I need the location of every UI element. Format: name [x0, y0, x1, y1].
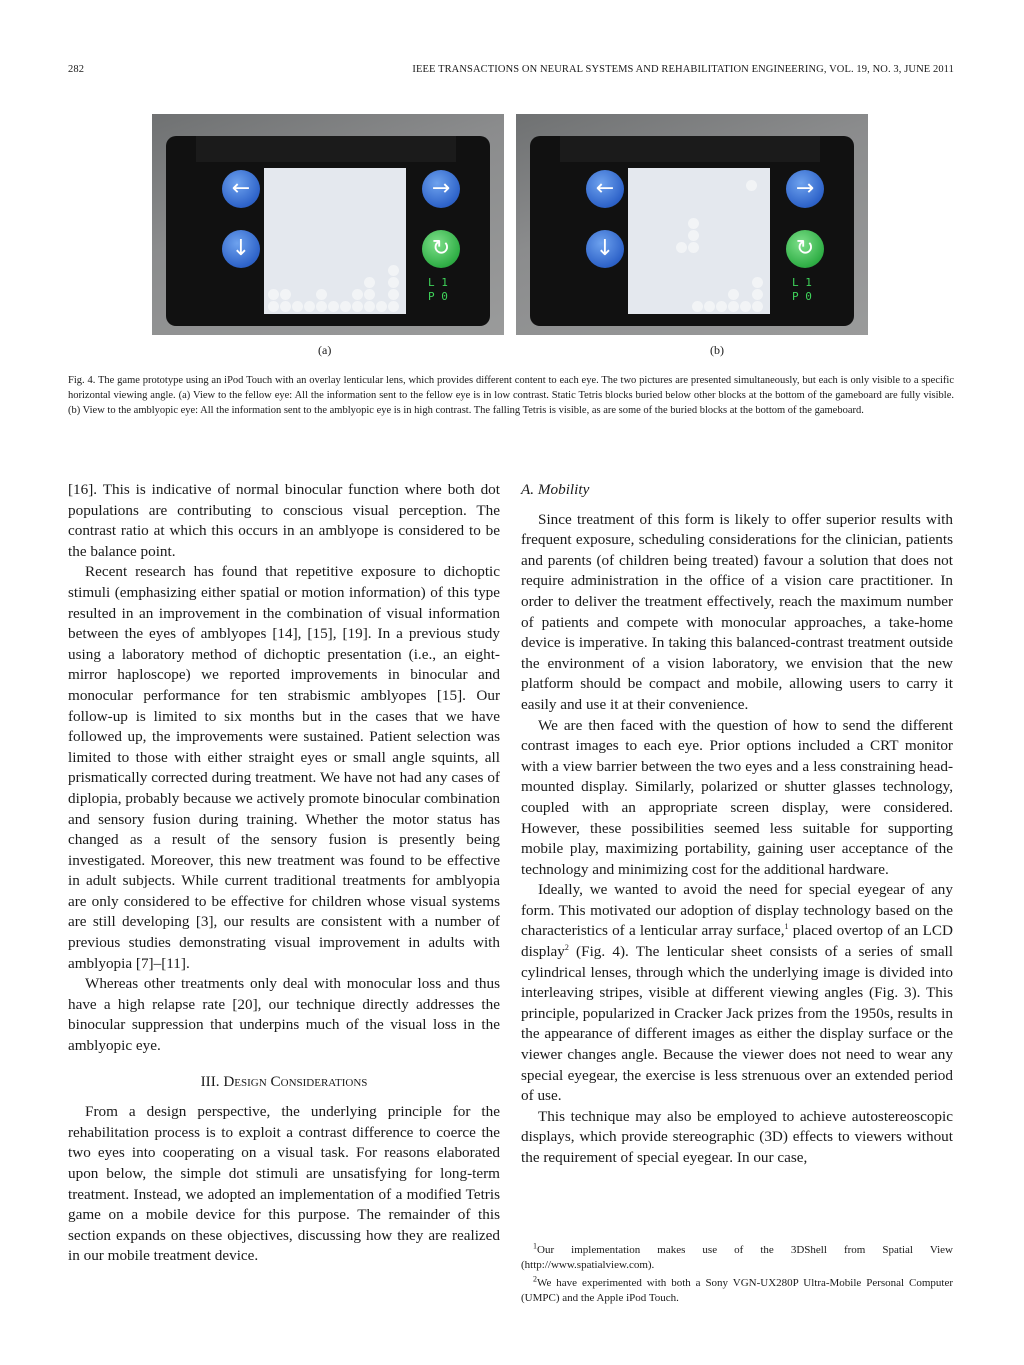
paragraph: [16]. This is indicative of normal binocular function where both dot populations are contributing to conscious visual perception. The contrast ratio at which this occurs in an amblyope is considered to be the balance point.: [68, 481, 500, 560]
figure-caption: Fig. 4. The game prototype using an iPod Touch with an overlay lenticular lens, which provides different content to each eye. The two pictures are presented simultaneously, but each is only visible to a specific horizontal viewing angle. (a) View to the fellow eye: All the information sent to the fellow eye is in low contrast. Static Tetris blocks buried below other blocks at the bottom of the gameboard are fully visible. (b) View to the amblyopic eye: All the information sent to the amblyopic eye is in high contrast. The falling Tetris is visible, as are some of the buried blocks at the bottom of the gameboard.: [68, 375, 954, 416]
arrow-down-icon: ↓: [586, 230, 624, 268]
paragraph: Recent research has found that repetitive exposure to dichoptic stimuli (emphasizing either spatial or motion information) of this type resulted in an improvement in the combination of visual information between the eyes of amblyopes [14], [15], [19]. In a previous study using a laboratory method of dichoptic presentation (i.e., an eight-mirror haploscope) we reported improvements in binocular and monocular performance for ten strabismic amblyopes [15]. Our follow-up is limited to six months but in the cases that we have followed up, the improvements were sustained. Patient selection was limited to those with either straight eyes or small angle squints, all prismatically corrected during treatment. We have not had any cases of diplopia, probably because we actively promote binocular combination and sensory fusion during training. Whether the motor status has changed as a result of the sensory fusion is presently being investigated. Moreover, this new treatment was found to be effective in adult subjects. While current traditional treatments for amblyopia are only considered to be effective for children whose visual systems are still developing [3], our results are consistent with a number of previous studies demonstrating visual improvement in adults with amblyopia [7]–[11].: [68, 563, 500, 972]
figure-photo-b: [516, 114, 868, 335]
arrow-down-icon: ↓: [222, 230, 260, 268]
game-screen: [264, 168, 406, 314]
subfigure-label-b: (b): [710, 343, 724, 357]
journal-title: IEEE TRANSACTIONS ON NEURAL SYSTEMS AND REHABILITATION ENGINEERING, VOL. 19, NO. 3, JUNE 2011: [412, 64, 954, 75]
paragraph: Ideally, we wanted to avoid the need for special eyegear of any form. This motivated our adoption of display technology based on the characteristics of a lenticular array surface,$^1$ placed overtop of an LCD display$^2$ (Fig. 4). The lenticular sheet consists of a series of small cylindrical lenses, through which the underlying image is divided into interleaving stripes, visible at different viewing angles (Fig. 3). This principle, popularized in Cracker Jack prizes from the 1950s, results in the appearance of different images as either the display surface or the viewer changes angle. Because the viewer does not need to wear any special eyegear, the exercise is less strenuous over an extended period of use.: [521, 881, 953, 1105]
tetris-blocks: [264, 268, 406, 314]
paragraph: This technique may also be employed to achieve autostereoscopic displays, which provide stereographic (3D) effects to viewers without the requirement of special eyegear. In our case,: [521, 1107, 953, 1166]
arrow-right-icon: →: [786, 170, 824, 208]
right-column: [521, 480, 953, 1169]
paragraph: Since treatment of this form is likely to offer superior results with frequent exposure, scheduling considerations for the clinician, patients and parents (of children being treated) favour a solution that does not require administration in the office of a vision care practitioner. In order to deliver the treatment effectively, reach the maximum number of patients and compete with monocular approaches, a take-home device is imperative. In taking this balanced-contrast treatment outside the environment of a vision laboratory, we envision that the new platform should be compact and mobile, allowing users to carry it easily and use it at their convenience.: [521, 510, 953, 713]
footnote: $^2$We have experimented with both a Sony VGN-UX280P Ultra-Mobile Personal Computer (UMPC) and the Apple iPod Touch.: [521, 1274, 953, 1304]
footnote-mark: 2: [564, 943, 569, 952]
arrow-left-icon: ←: [222, 170, 260, 208]
paragraph: We are then faced with the question of how to send the different contrast images to each eye. Prior options included a CRT monitor with a view barrier between the two eyes and a less constraining head-mounted display. Similarly, polarized or shutter glasses technology, coupled with an appropriate screen display, were considered. However, these possibilities seemed less suitable for supporting mobile play, maximizing portability, gaining user acceptance of the technology and minimizing cost for the additional hardware.: [521, 716, 953, 878]
subsection-heading: A. Mobility: [521, 481, 590, 498]
rotate-icon: ↻: [422, 230, 460, 268]
score-display: L 1 P 0: [428, 276, 448, 303]
page-number: 282: [68, 64, 85, 75]
tetris-blocks: [628, 268, 770, 314]
footnotes: [521, 1243, 953, 1309]
paragraph: From a design perspective, the underlying principle for the rehabilitation process is to exploit a contrast difference to coerce the two eyes into cooperating on a visual task. For reasons elaborated upon below, the simple dot stimuli are unsatisfying for long-term treatment. Instead, we adopted an implementation of a modified Tetris game on a mobile device for this purpose. The remainder of this section expands on these objectives, discussing how they are realized in our mobile treatment device.: [68, 1103, 500, 1265]
footnote-mark: 1: [784, 922, 789, 932]
paragraph: Whereas other treatments only deal with monocular loss and thus have a high relapse rate [20], our technique directly addresses the binocular suppression that underpins much of the visual loss in the amblyopic eye.: [68, 975, 500, 1055]
left-column: [68, 480, 500, 1267]
running-head: [68, 64, 954, 80]
arrow-left-icon: ←: [586, 170, 624, 208]
ipod-device: [166, 136, 490, 326]
footnote: $^1$Our implementation makes use of the 3DShell from Spatial View (http://www.spatialview.com).: [521, 1241, 953, 1271]
score-display: L 1 P 0: [792, 276, 812, 303]
figure-photo-a: [152, 114, 504, 335]
subfigure-label-a: (a): [318, 343, 332, 357]
section-heading: III. Design Considerations: [200, 1072, 368, 1090]
arrow-right-icon: →: [422, 170, 460, 208]
ipod-device: [530, 136, 854, 326]
rotate-icon: ↻: [786, 230, 824, 268]
game-screen: [628, 168, 770, 314]
